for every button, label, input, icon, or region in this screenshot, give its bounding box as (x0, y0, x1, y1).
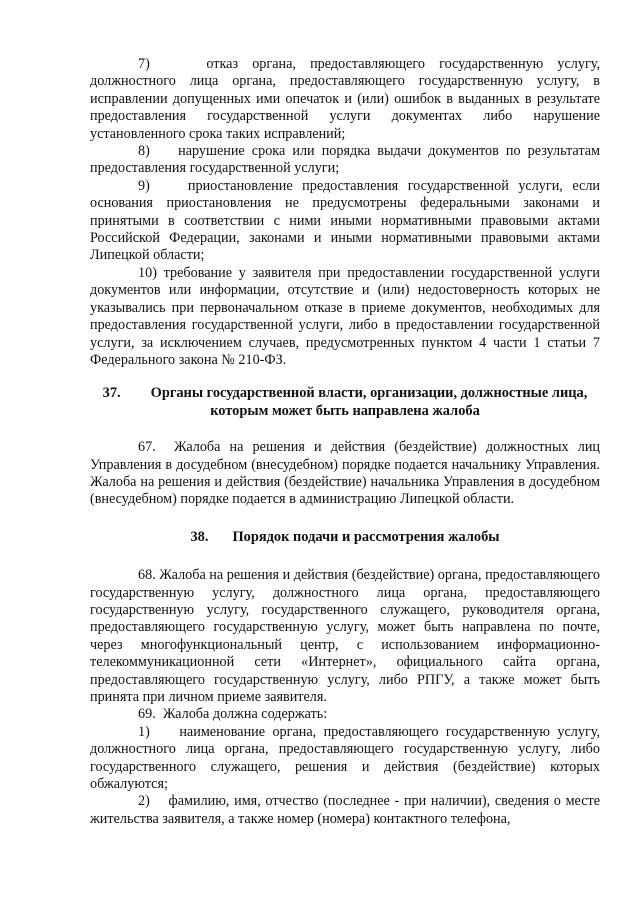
list-item-10: 10) требование у заявителя при предоставлении государственной услуги документов или информации, отсутствие и (или) недостоверность которых не указывались при первоначальном отказе в приеме документов, необходимых для предоставления государственной услуги, либо в предоставлении государственной услуги, за исключением случаев, предусмотренных пунктом 4 части 1 статьи 7 Федерального закона № 210-ФЗ. (90, 264, 600, 368)
list-item-8: 8) нарушение срока или порядка выдачи документов по результатам предоставления государственной услуги; (90, 143, 600, 177)
section-38-number: 38. (190, 528, 209, 545)
section-37-number: 37. (102, 385, 121, 402)
paragraph-69: 69. Жалоба должна содержать: (138, 706, 328, 723)
list-item-9: 9) приостановление предоставления государственной услуги, если основания приостановления не предусмотрены федеральными законами и принятыми в соответствии с ними иными нормативными правовыми актами Российской Федерации, законами и иными нормативными правовыми актами Липецкой области; (90, 177, 600, 264)
section-38-title: Порядок подачи и рассмотрения жалобы (232, 528, 500, 545)
section-38-heading (90, 529, 600, 546)
section-37-title: Органы государственной власти, организации, должностные лица, которым может быть направлена жалоба (150, 385, 588, 419)
list-item-7: 7) отказ органа, предоставляющего государственную услугу, должностного лица органа, предоставляющего государственную услугу, в исправлении допущенных ими опечаток и (или) ошибок в выданных в результате предоставления государственной услуги документах либо нарушение установленного срока таких исправлений; (90, 56, 600, 142)
section-37-heading (90, 385, 600, 420)
list-item-1: 1) наименование органа, предоставляющего государственную услугу, должностного лица органа, предоставляющего государственную услугу, либо государственного служащего, решения и действия (бездействие) которых обжалуются; (90, 723, 600, 793)
paragraph-68: 68. Жалоба на решения и действия (бездействие) органа, предоставляющего государственную услугу, должностного лица органа, предоставляющего государственную услугу, государственного служащего, руководителя органа, предоставляющего государственную услугу, может быть направлена по почте, через многофункциональный центр, с использованием информационно-телекоммуникационной сети «Интернет», официального сайта органа, предоставляющего государственную услугу, либо РПГУ, а также может быть принята при личном приеме заявителя. (90, 567, 600, 705)
paragraph-67: 67. Жалоба на решения и действия (бездействие) должностных лиц Управления в досудебном (внесудебном) порядке подается начальнику Управления. Жалоба на решения и действия (бездействие) начальника Управления в досудебном (внесудебном) порядке подается в администрацию Липецкой области. (90, 439, 600, 508)
list-item-2: 2) фамилию, имя, отчество (последнее - при наличии), сведения о месте жительства заявителя, а также номер (номера) контактного телефона, (90, 793, 600, 827)
